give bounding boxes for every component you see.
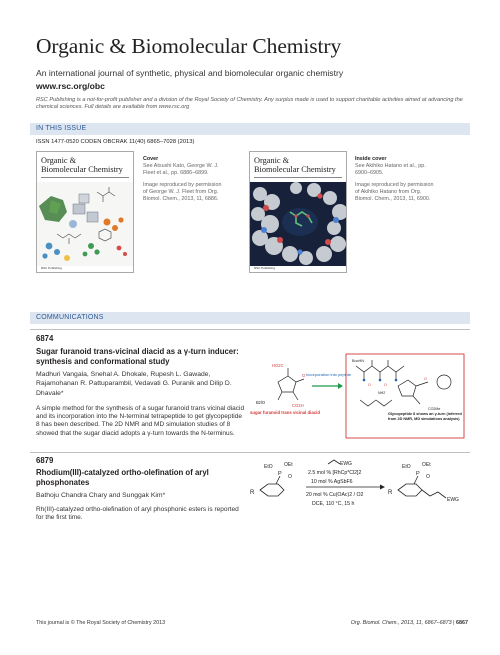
label-glycopeptide: Glycopeptide 8 shows an γ-turn (inferred from 2D NMR, MD simulations analysis): [388, 412, 462, 421]
article-authors: Madhuri Vangala, Snehal A. Dhokale, Rupesh L. Gawade, Rajamohanan R. Pattuparambil, Vedavati G. Puranik and Dilip D. Dhavale*: [36, 371, 232, 397]
cover-journal-title: Organic & Biomolecular Chemistry: [41, 156, 123, 174]
label-incorporation: Incorporation into peptide: [306, 372, 352, 377]
substrate-eto-label: EtO: [264, 464, 273, 470]
article-title[interactable]: Sugar furanoid trans-vicinal diacid as a γ-turn inducer: synthesis and conformational study: [36, 347, 239, 366]
svg-text:O: O: [368, 383, 371, 387]
footer-journal-cite: Org. Biomol. Chem., 2013, 11, 6867–6873: [350, 620, 452, 626]
label-nh2: NH2: [378, 391, 386, 395]
entry-rule: [30, 452, 470, 453]
condition-1: 2.5 mol % [RhCp*Cl2]2: [308, 470, 362, 476]
product-o-label: O: [426, 474, 430, 480]
cover-rule: [254, 177, 342, 178]
cover-reproduced-note: Image reproduced by permission of George W. J. Fleet from Org. Biomol. Chem., 2013, 11, 6886.: [143, 182, 222, 202]
product-ewg-label: EWG: [447, 497, 459, 503]
cover-rule: [41, 177, 129, 178]
svg-text:HO2C: HO2C: [272, 363, 284, 368]
condition-2: 10 mol % AgSbF6: [311, 479, 353, 485]
journal-subtitle: An international journal of synthetic, physical and biomolecular organic chemistry: [36, 68, 344, 78]
article-abstract: Rh(III)-catalyzed ortho-olefination of aryl phosphonic esters is reported for the first time.: [36, 506, 239, 522]
article-authors: Bathoju Chandra Chary and Sunggak Kim*: [36, 492, 166, 499]
substrate-r-label: R: [250, 490, 255, 496]
issn-line: ISSN 1477-0520 CODEN OBCRAK 11(40) 6865–7028 (2013): [36, 139, 195, 145]
product-p-label: P: [416, 471, 420, 477]
footer-citation: [351, 620, 468, 626]
substrate-o-label: O: [288, 474, 292, 480]
in-this-issue-bar: IN THIS ISSUE: [30, 123, 470, 135]
svg-text:O: O: [384, 383, 387, 387]
substrate-p-label: P: [278, 471, 282, 477]
condition-3: 20 mol % Cu(OAc)2 / O2: [306, 492, 364, 498]
front-cover-image: [36, 151, 134, 273]
footer-copyright: This journal is © The Royal Society of Chemistry 2013: [36, 620, 166, 626]
svg-text:O: O: [302, 373, 306, 378]
svg-text:O: O: [424, 377, 427, 381]
article-page-number[interactable]: 6879: [36, 456, 54, 465]
label-bzo: BzlO: [256, 400, 266, 405]
inside-cover-image: [249, 151, 347, 273]
journal-title: Organic & Biomolecular Chemistry: [36, 34, 342, 58]
label-co2me: CO2Me: [428, 407, 441, 411]
article-page-number[interactable]: 6874: [36, 334, 54, 343]
cover-heading: Cover: [143, 156, 159, 162]
article-title[interactable]: Rhodium(III)-catalyzed ortho-olefination of aryl phosphonates: [36, 468, 209, 487]
product-r-label: R: [388, 490, 393, 496]
entry-rule: [30, 329, 470, 330]
product-eto-label: EtO: [402, 464, 411, 470]
cover-heading: Inside cover: [355, 156, 387, 162]
article-abstract: A simple method for the synthesis of a sugar furanoid trans vicinal diacid and its incorporation into the N-terminal tetrapeptide to get glycopeptide 8 has been described. The 2D NMR and MD simulation studies of 8 showed that the sugar diacid adopts a γ-turn towards the N-terminus.: [36, 405, 245, 437]
cover-caption: [143, 156, 223, 203]
journal-url[interactable]: www.rsc.org/obc: [36, 81, 105, 91]
communications-bar: COMMUNICATIONS: [30, 312, 470, 324]
substrate-oet-label: OEt: [284, 462, 293, 468]
reagent-ewg-label: EWG: [340, 461, 352, 467]
label-sugar-diacid: sugar furanoid trans vicinal diacid: [250, 410, 320, 415]
cover-artwork-protein: [250, 182, 347, 266]
footer-separator: |: [451, 620, 456, 626]
cover-journal-title: Organic & Biomolecular Chemistry: [254, 156, 336, 174]
cover-publisher-mark: RSC Publishing: [41, 266, 63, 270]
article-graphic-glycopeptide: [248, 352, 468, 444]
article-graphic-olefination: [248, 456, 468, 526]
cover-reproduced-note: Image reproduced by permission of Akihiko Hatano from Org. Biomol. Chem., 2013, 11, 6900.: [355, 182, 434, 202]
cover-artwork-molecules: [37, 182, 134, 266]
svg-text:CO2H: CO2H: [292, 403, 304, 408]
condition-4: DCE, 110 °C, 15 h: [312, 501, 355, 507]
publisher-note: RSC Publishing is a not-for-profit publisher and a division of the Royal Society of Chemistry. Any surplus made is used to support charitable activities aimed at advancing the chemical sciences. Full details are available from www.rsc.org: [36, 97, 463, 111]
cover-publisher-mark: RSC Publishing: [254, 266, 276, 270]
cover-credit: See Akihiko Hatano et al., pp. 6900–6905.: [355, 163, 426, 176]
cover-caption: [355, 156, 435, 203]
footer-page-number: 6867: [456, 620, 468, 626]
product-oet-label: OEt: [422, 462, 431, 468]
label-boc: BocHN: [352, 359, 365, 363]
cover-credit: See Atsushi Kato, George W. J. Fleet et al., pp. 6886–6899.: [143, 163, 219, 176]
